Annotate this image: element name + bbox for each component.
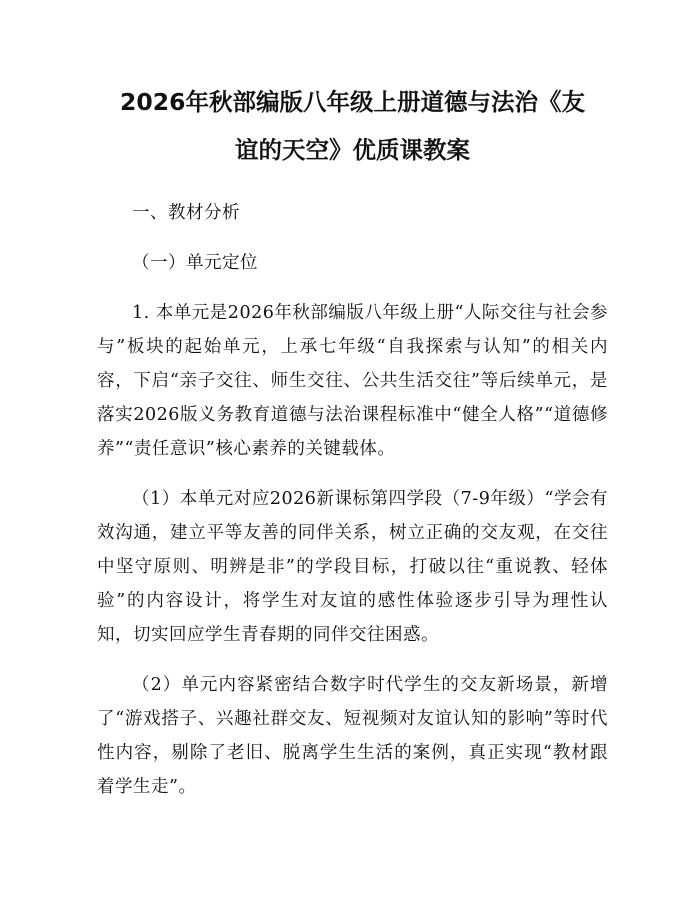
paragraph-digital-era-content: （2）单元内容紧密结合数字时代学生的交友新场景，新增了“游戏搭子、兴趣社群交友、短视频对友谊认知的影响”等时代性内容，剔除了老旧、脱离学生生活的案例，真正实现“教材跟着学生走”。 bbox=[97, 675, 608, 797]
subsection-heading-unit-positioning: （一）单元定位 bbox=[132, 253, 258, 273]
document-title bbox=[97, 78, 608, 174]
paragraph-curriculum-standard: （1）本单元对应2026新课标第四学段（7-9年级）“学会有效沟通，建立平等友善的同伴关系，树立正确的交友观，在交往中坚守原则、明辨是非”的学段目标，打破以往“重说教、轻体验”的内容设计，将学生对友谊的感性体验逐步引导为理性认知，切实回应学生青春期的同伴交往困惑。 bbox=[97, 489, 608, 645]
title-line-2: 谊的天空》优质课教案 bbox=[235, 136, 470, 164]
paragraph-unit-overview: 1. 本单元是2026年秋部编版八年级上册“人际交往与社会参与”板块的起始单元，上承七年级“自我探索与认知”的相关内容，下启“亲子交往、师生交往、公共生活交往”等后续单元，是落实2026版义务教育道德与法治课程标准中“健全人格”“道德修养”“责任意识”核心素养的关键载体。 bbox=[97, 303, 608, 459]
title-line-1: 2026年秋部编版八年级上册道德与法治《友 bbox=[120, 88, 585, 116]
section-heading-teaching-material-analysis: 一、教材分析 bbox=[132, 203, 240, 223]
